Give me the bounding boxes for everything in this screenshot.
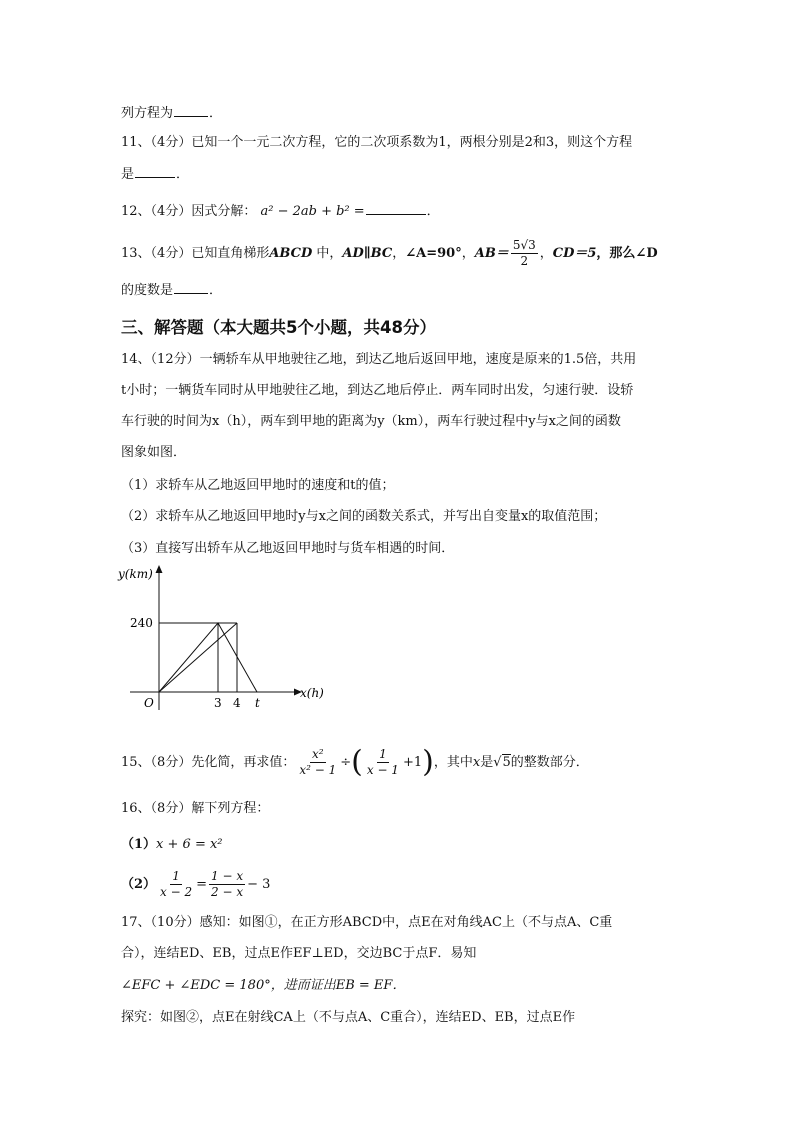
q13-trapezoid-name: ABCD <box>269 246 313 261</box>
fraction-numerator: 1 <box>172 869 180 883</box>
q10-text: 列方程为 <box>121 106 174 121</box>
y-axis-label: y(km) <box>118 567 153 581</box>
q16-part2 <box>121 868 270 902</box>
q17-line4: 探究：如图②，点E在射线CA上（不与点A、C重合），连结ED、EB，过点E作 <box>121 1010 576 1025</box>
q15-line <box>121 743 589 783</box>
q16-part1 <box>121 836 223 854</box>
plus-one: +1 <box>402 755 423 770</box>
q14-line4: 图象如图． <box>121 445 187 460</box>
q14-line2: t小时；一辆货车同时从甲地驶往乙地，到达乙地后停止．两车同时出发，匀速行驶．设轿 <box>121 383 634 398</box>
division-sign: ÷ <box>340 755 352 770</box>
fraction-numerator: 5√3 <box>512 238 536 252</box>
car-line <box>159 623 257 692</box>
q15-prefix: 15、（8分）先化简，再求值： <box>121 755 296 770</box>
q13-cd: CD＝5 <box>552 246 597 261</box>
q13-text: ， <box>461 246 475 261</box>
part-label: （2） <box>121 877 157 892</box>
period: ． <box>209 283 223 298</box>
q13-line1 <box>121 238 658 269</box>
q13-ab: AB＝ <box>474 246 509 261</box>
q11-text: 是 <box>121 167 135 182</box>
sqrt-sign: √ <box>493 755 502 770</box>
fraction-denominator: x² − 1 <box>299 763 337 777</box>
q12-expression: a² − 2ab + b² = <box>260 204 365 219</box>
q15-variable: x <box>472 755 481 770</box>
answer-blank[interactable] <box>174 104 208 117</box>
x-tick-t: t <box>255 696 260 710</box>
q11-line1: 11、（4分）已知一个一元二次方程，它的二次项系数为1，两根分别是2和3，则这个方程 <box>121 135 633 150</box>
answer-blank[interactable] <box>135 165 175 178</box>
fraction-denominator: 2 <box>520 254 529 268</box>
fraction-denominator: x − 1 <box>366 763 399 777</box>
q13-angle: ∠A=90° <box>405 246 462 261</box>
q16-fraction-2 <box>209 869 245 900</box>
period: ． <box>209 106 223 121</box>
fraction-numerator: x² <box>311 747 324 761</box>
q12-line <box>121 202 440 221</box>
q13-text: ，那么∠D <box>596 246 658 261</box>
q10-continuation <box>121 104 222 123</box>
q13-text: ， <box>539 246 553 261</box>
left-paren: ( <box>351 744 363 780</box>
q14-sub2: （2）求轿车从乙地返回甲地时y与x之间的函数关系式，并写出自变量x的取值范围； <box>121 509 607 524</box>
q13-parallel: AD∥BC <box>342 246 393 261</box>
q11-line2 <box>121 165 189 184</box>
truck-line <box>159 623 237 692</box>
q16-title: 16、（8分）解下列方程： <box>121 801 270 816</box>
right-paren: ) <box>422 744 434 780</box>
q16-fraction-1 <box>158 869 194 900</box>
answer-blank[interactable] <box>174 281 208 294</box>
q16-tail: − 3 <box>247 877 271 892</box>
fraction-denominator: 2 − x <box>211 885 244 899</box>
period: ． <box>176 167 190 182</box>
q13-text: ， <box>392 246 406 261</box>
q13-prefix: 13、（4分）已知直角梯形 <box>121 246 270 261</box>
q13-ab-fraction <box>511 238 538 269</box>
fraction-numerator: 1 <box>379 747 387 761</box>
q15-text: 是 <box>480 755 494 770</box>
q17-line1: 17、（10分）感知：如图①，在正方形ABCD中，点E在对角线AC上（不与点A、C重 <box>121 915 613 930</box>
q13-text: 的度数是 <box>121 283 174 298</box>
q14-line3: 车行驶的时间为x（h），两车到甲地的距离为y（km），两车行驶过程中y与x之间的函数 <box>121 414 621 429</box>
equals-sign: = <box>196 877 208 892</box>
x-tick-4: 4 <box>233 696 241 710</box>
q14-sub3: （3）直接写出轿车从乙地返回甲地时与货车相遇的时间． <box>121 541 455 556</box>
q15-fraction-1 <box>297 747 338 778</box>
y-axis-arrow <box>156 565 163 573</box>
q15-text: ，其中 <box>433 755 473 770</box>
q14-line1: 14、（12分）一辆轿车从甲地驶往乙地，到达乙地后返回甲地，速度是原来的1.5倍，共用 <box>121 352 637 367</box>
fraction-denominator: x − 2 <box>160 885 193 899</box>
q17-line3: ∠EFC + ∠EDC = 180°，进而证出EB = EF． <box>121 978 406 993</box>
part-label: （1） <box>121 837 157 852</box>
answer-blank[interactable] <box>366 202 426 215</box>
sqrt-radicand: 5 <box>502 755 511 770</box>
x-axis-label: x(h) <box>300 686 324 700</box>
q14-sub1: （1）求轿车从乙地返回甲地时的速度和t的值； <box>121 478 395 493</box>
fraction-numerator: 1 − x <box>211 869 244 883</box>
period: ． <box>426 204 440 219</box>
q12-prefix: 12、（4分）因式分解： <box>121 204 257 219</box>
section-heading: 三、解答题（本大题共5个小题，共48分） <box>121 318 436 337</box>
distance-time-graph <box>110 562 340 714</box>
q15-text: 的整数部分． <box>510 755 589 770</box>
q13-line2 <box>121 281 222 300</box>
q15-fraction-2 <box>365 747 401 778</box>
origin-label: O <box>144 696 154 710</box>
q13-text: 中， <box>312 246 343 261</box>
q17-line2: 合），连结ED、EB，过点E作EF⊥ED，交边BC于点F．易知 <box>121 946 477 961</box>
x-tick-3: 3 <box>214 696 222 710</box>
y-tick-240: 240 <box>130 616 153 630</box>
q16-equation-1: x + 6 = x² <box>156 837 223 852</box>
